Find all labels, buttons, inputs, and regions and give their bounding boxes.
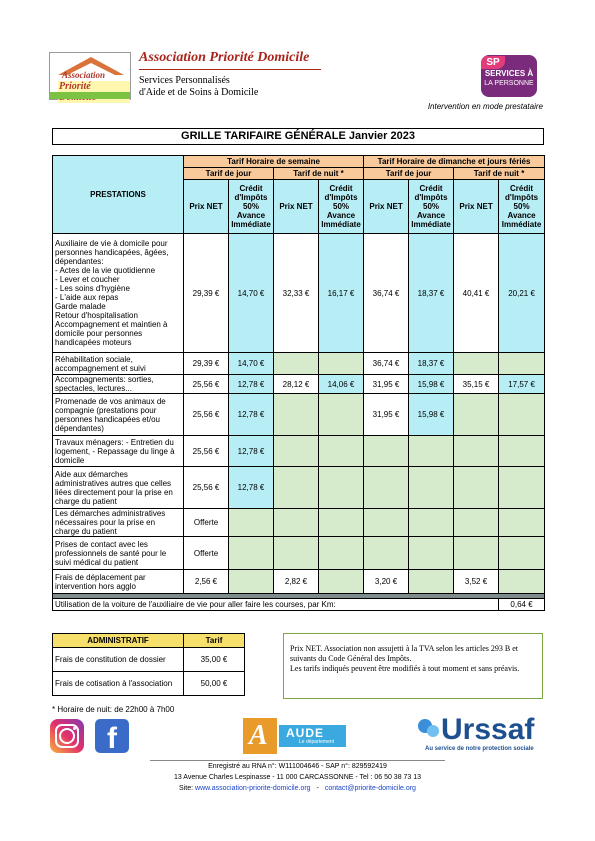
table-row	[53, 570, 545, 594]
prix-net-cell	[364, 436, 409, 467]
prix-net-cell: Offerte	[184, 509, 229, 537]
footer-address: 13 Avenue Charles Lespinasse - 11 000 CARCASSONNE - Tel : 06 50 38 73 13	[173, 774, 422, 781]
admin-row-value: 35,00 €	[184, 648, 245, 672]
association-name-underline	[139, 69, 321, 70]
prestation-label: Réhabilitation sociale, accompagnement et suivi	[53, 353, 184, 375]
table-row	[53, 353, 545, 375]
prix-net-cell	[364, 509, 409, 537]
logo-text-line2: Priorité	[58, 81, 130, 103]
tva-note-line1: Prix NET. Association non assujetti à la TVA selon les articles 293 B et suivants du Code Général des Impôts.	[290, 644, 518, 663]
prix-net-cell: 29,39 €	[184, 353, 229, 375]
aude-word: AUDE	[286, 726, 325, 740]
tva-note-line2: Les tarifs indiqués peuvent être modifiés à tout moment et sans préavis.	[290, 664, 520, 673]
utilisation-value: 0,64 €	[499, 599, 545, 611]
sap-badge: SP	[481, 56, 505, 69]
table-row	[53, 467, 545, 509]
prix-net-cell	[364, 467, 409, 509]
instagram-dot	[73, 727, 76, 730]
credit-cell	[499, 394, 545, 436]
footer-registration: Enregistré au RNA n°: W111004646 - SAP n°: 829592419	[208, 763, 387, 770]
prix-net-cell	[274, 467, 319, 509]
credit-cell	[499, 570, 545, 594]
admin-row-value: 50,00 €	[184, 672, 245, 696]
credit-cell: 14,70 €	[229, 234, 274, 353]
prix-net-cell: 40,41 €	[454, 234, 499, 353]
tariff-table	[52, 155, 545, 611]
urssaf-tagline: Au service de notre protection sociale	[425, 746, 534, 752]
prix-net-cell: 2,56 €	[184, 570, 229, 594]
prix-net-cell	[274, 509, 319, 537]
prix-net-cell	[274, 537, 319, 570]
aude-mark	[243, 718, 277, 754]
logo-text-line1: Association	[62, 70, 106, 80]
credit-cell: 14,06 €	[319, 375, 364, 394]
col-credit: Crédit d'Impôts 50% Avance Immédiate	[229, 180, 274, 234]
credit-cell	[229, 570, 274, 594]
admin-row-label: Frais de constitution de dossier	[53, 648, 184, 672]
prix-net-cell	[454, 436, 499, 467]
credit-cell: 12,78 €	[229, 436, 274, 467]
association-logo	[49, 52, 131, 100]
sub-semaine-nuit: Tarif de nuit *	[274, 168, 364, 180]
sub-dimanche-nuit: Tarif de nuit *	[454, 168, 545, 180]
prix-net-cell: 35,15 €	[454, 375, 499, 394]
site-link[interactable]: www.association-priorite-domicile.org	[195, 785, 311, 792]
prestation-label: Promenade de vos animaux de compagnie (prestations pour personnes handicapées et/ou dépendantes)	[53, 394, 184, 436]
prix-net-cell	[454, 537, 499, 570]
prix-net-cell: 29,39 €	[184, 234, 229, 353]
credit-cell: 15,98 €	[409, 394, 454, 436]
credit-cell: 18,37 €	[409, 234, 454, 353]
aude-logo	[243, 718, 348, 754]
credit-cell	[409, 537, 454, 570]
col-prestations: PRESTATIONS	[53, 156, 184, 234]
credit-cell	[229, 509, 274, 537]
col-prix-net: Prix NET	[364, 180, 409, 234]
urssaf-circle-2	[427, 725, 439, 737]
prix-net-cell	[454, 467, 499, 509]
credit-cell	[319, 509, 364, 537]
prix-net-cell: 28,12 €	[274, 375, 319, 394]
credit-cell	[499, 537, 545, 570]
admin-header-tarif: Tarif	[184, 634, 245, 648]
credit-cell	[319, 537, 364, 570]
credit-cell	[499, 436, 545, 467]
email-link[interactable]: contact@priorite-domicile.org	[324, 785, 416, 792]
prix-net-cell: 25,56 €	[184, 394, 229, 436]
table-row	[53, 436, 545, 467]
aude-mark-letter: A	[249, 720, 268, 751]
col-prix-net: Prix NET	[454, 180, 499, 234]
prix-net-cell	[274, 353, 319, 375]
col-credit: Crédit d'Impôts 50% Avance Immédiate	[319, 180, 364, 234]
table-row	[53, 394, 545, 436]
prix-net-cell: 36,74 €	[364, 353, 409, 375]
table-row	[53, 509, 545, 537]
aude-bar	[279, 725, 346, 747]
prestation-label: Les démarches administratives nécessaires pour la prise en charge du patient	[53, 509, 184, 537]
prix-net-cell: 25,56 €	[184, 436, 229, 467]
credit-cell	[409, 436, 454, 467]
prix-net-cell	[364, 537, 409, 570]
prix-net-cell: 25,56 €	[184, 375, 229, 394]
col-credit: Crédit d'Impôts 50% Avance Immédiate	[409, 180, 454, 234]
group-dimanche: Tarif Horaire de dimanche et jours fériés	[364, 156, 545, 168]
credit-cell	[319, 570, 364, 594]
credit-cell: 17,57 €	[499, 375, 545, 394]
prestation-label: Accompagnements: sorties, spectacles, lectures...	[53, 375, 184, 394]
prix-net-cell	[454, 353, 499, 375]
night-hours-note: * Horaire de nuit: de 22h00 à 7h00	[52, 705, 175, 714]
credit-cell: 12,78 €	[229, 375, 274, 394]
association-subtitle-1: Services Personnalisés	[139, 75, 230, 86]
association-name: Association Priorité Domicile	[139, 50, 310, 65]
prix-net-cell: 2,82 €	[274, 570, 319, 594]
prix-net-cell	[274, 394, 319, 436]
col-prix-net: Prix NET	[184, 180, 229, 234]
prix-net-cell	[454, 509, 499, 537]
prix-net-cell	[274, 436, 319, 467]
urssaf-mark-icon	[418, 719, 440, 741]
instagram-lens	[59, 728, 75, 744]
tva-note	[283, 633, 543, 699]
credit-cell: 12,78 €	[229, 394, 274, 436]
prix-net-cell	[454, 394, 499, 436]
credit-cell	[409, 509, 454, 537]
table-row	[53, 375, 545, 394]
col-credit: Crédit d'Impôts 50% Avance Immédiate	[499, 180, 545, 234]
page-title: GRILLE TARIFAIRE GÉNÉRALE Janvier 2023	[52, 128, 544, 145]
admin-row	[53, 648, 245, 672]
credit-cell: 18,37 €	[409, 353, 454, 375]
col-prix-net: Prix NET	[274, 180, 319, 234]
credit-cell	[319, 394, 364, 436]
credit-cell: 12,78 €	[229, 467, 274, 509]
table-row	[53, 537, 545, 570]
prestation-label: Prises de contact avec les professionnels de santé pour le suivi médical du patient	[53, 537, 184, 570]
credit-cell	[319, 353, 364, 375]
credit-cell	[499, 509, 545, 537]
prestation-label: Aide aux démarches administratives autres que celles liées directement pour la prise en charge du patient	[53, 467, 184, 509]
credit-cell	[499, 353, 545, 375]
credit-cell	[409, 467, 454, 509]
credit-cell	[229, 537, 274, 570]
admin-table	[52, 633, 245, 696]
credit-cell	[499, 467, 545, 509]
association-subtitle-2: d'Aide et de Soins à Domicile	[139, 87, 259, 98]
site-label: Site:	[179, 785, 194, 792]
aude-sub: Le département	[299, 739, 335, 745]
utilisation-row	[53, 599, 545, 611]
intervention-mode: Intervention en mode prestataire	[427, 102, 543, 111]
credit-cell	[409, 570, 454, 594]
sap-line-2: LA PERSONNE	[484, 80, 534, 87]
prix-net-cell: 31,95 €	[364, 394, 409, 436]
prix-net-cell: 31,95 €	[364, 375, 409, 394]
admin-header-label: ADMINISTRATIF	[53, 634, 184, 648]
credit-cell: 20,21 €	[499, 234, 545, 353]
group-semaine: Tarif Horaire de semaine	[184, 156, 364, 168]
admin-row-label: Frais de cotisation à l'association	[53, 672, 184, 696]
services-a-la-personne-logo	[481, 55, 537, 97]
instagram-icon[interactable]	[50, 719, 84, 753]
sap-line-1: SERVICES À	[484, 69, 534, 78]
credit-cell	[319, 436, 364, 467]
prix-net-cell: Offerte	[184, 537, 229, 570]
credit-cell	[319, 467, 364, 509]
footer-rule	[150, 760, 445, 761]
credit-cell: 15,98 €	[409, 375, 454, 394]
facebook-icon[interactable]: f	[95, 719, 129, 753]
utilisation-label: Utilisation de la voiture de l'auxiliaire de vie pour aller faire les courses, par Km:	[53, 599, 499, 611]
prestation-label: Auxiliaire de vie à domicile pour personnes handicapées, âgées, dépendantes: - Actes de la vie quotidienne - Lever et coucher - Les soins d'hygiène - L'aide aux repas Garde malade Retour d'hospitalisation Accompagnement et maintien à domicile pour personnes handicapées moteurs	[53, 234, 184, 353]
sub-dimanche-jour: Tarif de jour	[364, 168, 454, 180]
footer-sep: -	[316, 785, 319, 792]
prestation-label: Frais de déplacement par intervention hors agglo	[53, 570, 184, 594]
credit-cell: 14,70 €	[229, 353, 274, 375]
credit-cell: 16,17 €	[319, 234, 364, 353]
sub-semaine-jour: Tarif de jour	[184, 168, 274, 180]
footer-links	[0, 785, 595, 792]
urssaf-logo: Urssaf	[441, 713, 535, 746]
prix-net-cell: 25,56 €	[184, 467, 229, 509]
admin-row	[53, 672, 245, 696]
prix-net-cell: 3,20 €	[364, 570, 409, 594]
table-row	[53, 234, 545, 353]
logo-grass	[50, 92, 130, 99]
prestation-label: Travaux ménagers: - Entretien du logement, - Repassage du linge à domicile	[53, 436, 184, 467]
prix-net-cell: 3,52 €	[454, 570, 499, 594]
prix-net-cell: 32,33 €	[274, 234, 319, 353]
prix-net-cell: 36,74 €	[364, 234, 409, 353]
